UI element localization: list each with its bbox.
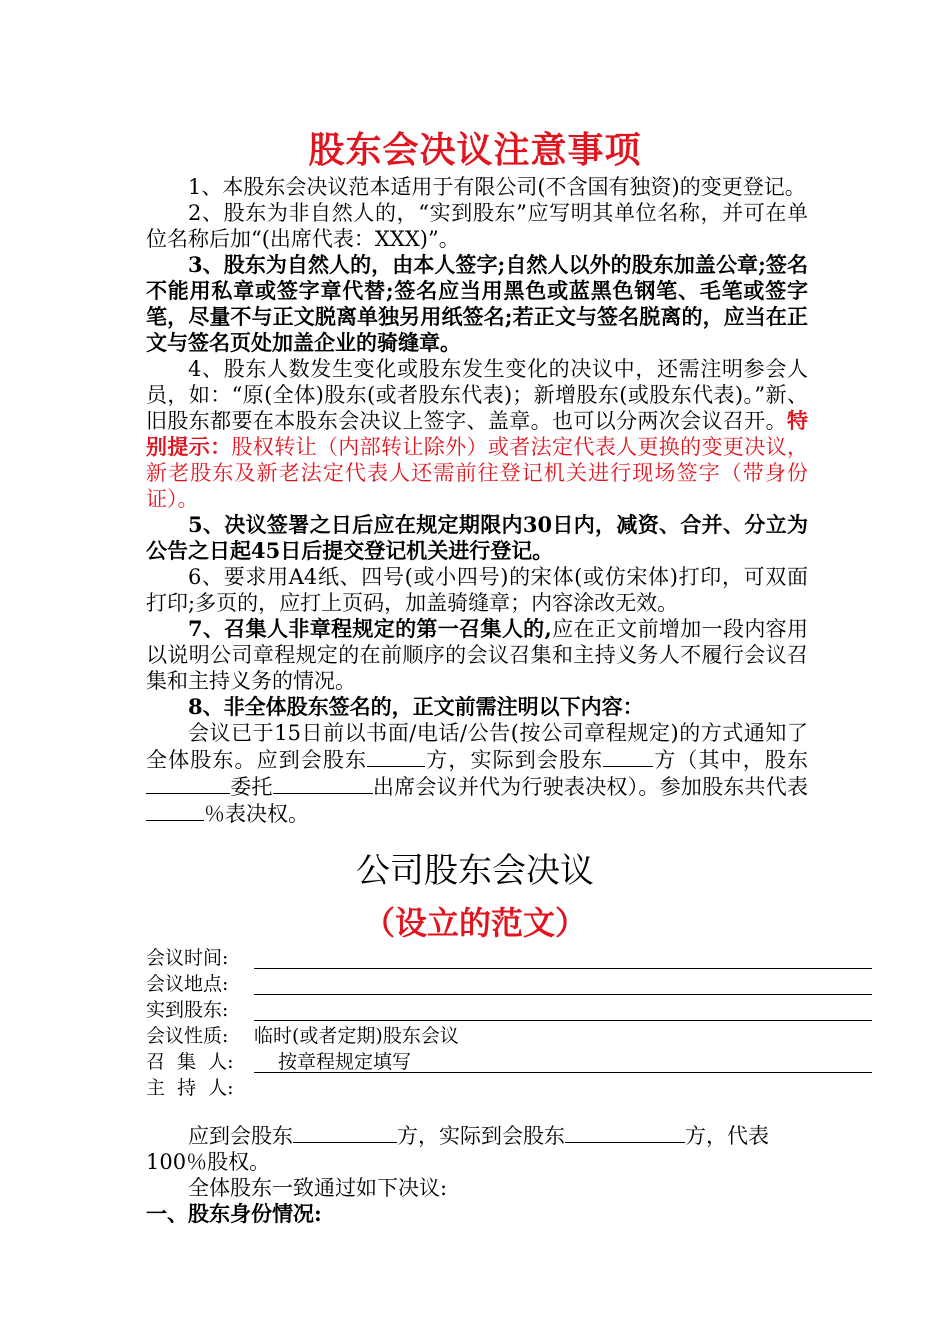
item8-text-f: ％表决权。 <box>204 802 309 826</box>
notice-item-3: 3、股东为自然人的，由本人签字;自然人以外的股东加盖公章;签名不能用私章或签字章代替;签名应当用黑色或蓝黑色钢笔、毛笔或签字笔，尽量不与正文脱离单独另用纸签名;若正文与签名脱离的，应当在正文与签名页处加盖企业的骑缝章。 <box>146 252 808 355</box>
resolution-body <box>146 1122 808 1227</box>
meeting-nature-row <box>146 1023 786 1049</box>
convener-label: 召 集 人: <box>146 1051 234 1073</box>
notice-item-7-bold: 7、召集人非章程规定的第一召集人的, <box>188 616 552 641</box>
convener-row <box>146 1049 786 1075</box>
item8-text-a: 会议已于15日前以书面/电话/公告(按公司章程规定)的方式通知了全体股东。应到会股东 <box>146 721 808 772</box>
notice-item-4-warning: 股权转让（内部转让除外）或者法定代表人更换的变更决议，新老股东及新老法定代表人还需前往登记机关进行现场签字（带身份证）。 <box>146 435 808 511</box>
blank-voting-percent[interactable] <box>146 800 204 821</box>
attendees-row <box>146 997 786 1023</box>
notice-item-4 <box>146 356 808 512</box>
notice-item-8-text <box>146 720 808 827</box>
attendance-text-c: 方，代表 <box>685 1124 769 1148</box>
meeting-place-field[interactable] <box>254 994 872 995</box>
notice-item-4-text: 4、股东人数发生变化或股东发生变化的决议中，还需注明参会人员，如：“原(全体)股东(或者股东代表)；新增股东(或股东代表)。”新、旧股东都要在本股东会决议上签字、盖章。也可以分两次会议召开。 <box>146 357 808 433</box>
notice-item-7 <box>146 616 808 694</box>
notice-item-8: 8、非全体股东签名的，正文前需注明以下内容： <box>188 694 644 719</box>
meeting-place-label: 会议地点: <box>146 973 229 995</box>
notice-item-4-warning-label: 特别提示： <box>146 408 808 459</box>
attendees-field[interactable] <box>254 1020 872 1021</box>
item8-text-b: 方，实际到会股东 <box>425 748 604 772</box>
blank-expected-count[interactable] <box>293 1122 397 1143</box>
convener-field[interactable] <box>254 1072 872 1073</box>
blank-shareholder[interactable] <box>146 773 230 794</box>
meeting-time-row <box>146 945 786 971</box>
item8-text-c: 方（其中，股东 <box>653 748 809 772</box>
blank-proxy[interactable] <box>273 773 373 794</box>
notice-title: 股东会决议注意事项 <box>308 129 642 171</box>
meeting-time-label: 会议时间: <box>146 947 229 969</box>
notice-item-1: 1、本股东会决议范本适用于有限公司(不含国有独资)的变更登记。 <box>188 175 806 199</box>
blank-actual-count[interactable] <box>565 1122 685 1143</box>
resolution-subtitle: （设立的范文） <box>362 904 587 942</box>
meeting-nature-value: 临时(或者定期)股东会议 <box>254 1025 459 1047</box>
host-label: 主 持 人: <box>146 1077 234 1099</box>
host-row <box>146 1075 786 1101</box>
meeting-place-row <box>146 971 786 997</box>
attendance-text-a: 应到会股东 <box>188 1124 293 1148</box>
blank-expected-shareholders[interactable] <box>367 746 425 767</box>
item8-text-d: 委托 <box>230 775 273 799</box>
attendees-label: 实到股东: <box>146 999 229 1021</box>
resolution-title: 公司股东会决议 <box>356 851 594 891</box>
notice-item-5: 5、决议签署之日后应在规定期限内30日内，减资、合并、分立为公告之日起45日后提交登记机关进行登记。 <box>146 512 808 563</box>
section-1-heading: 一、股东身份情况: <box>146 1201 322 1226</box>
meeting-time-field[interactable] <box>254 968 872 969</box>
notice-item-6: 6、要求用A4纸、四号(或小四号)的宋体(或仿宋体)打印，可双面打印;多页的，应打上页码，加盖骑缝章；内容涂改无效。 <box>146 565 808 615</box>
attendance-text-b: 方，实际到会股东 <box>397 1124 565 1148</box>
meeting-info-form <box>146 945 786 1101</box>
unanimous-line: 全体股东一致通过如下决议: <box>188 1176 448 1200</box>
notice-item-2: 2、股东为非自然人的，“实到股东”应写明其单位名称，并可在单位名称后加“(出席代表：XXX)”。 <box>146 201 808 251</box>
notice-item-7-text: 应在正文前增加一段内容用以说明公司章程规定的在前顺序的会议召集和主持义务人不履行会议召集和主持义务的情况。 <box>146 617 809 693</box>
notice-body <box>146 174 808 827</box>
attendance-line-2: 100％股权。 <box>146 1150 271 1174</box>
meeting-nature-label: 会议性质: <box>146 1025 229 1047</box>
blank-actual-shareholders[interactable] <box>603 746 653 767</box>
attendance-line <box>146 1122 808 1149</box>
convener-value: 按章程规定填写 <box>278 1051 412 1073</box>
item8-text-e: 出席会议并代为行驶表决权）。参加股东共代表 <box>372 775 808 799</box>
